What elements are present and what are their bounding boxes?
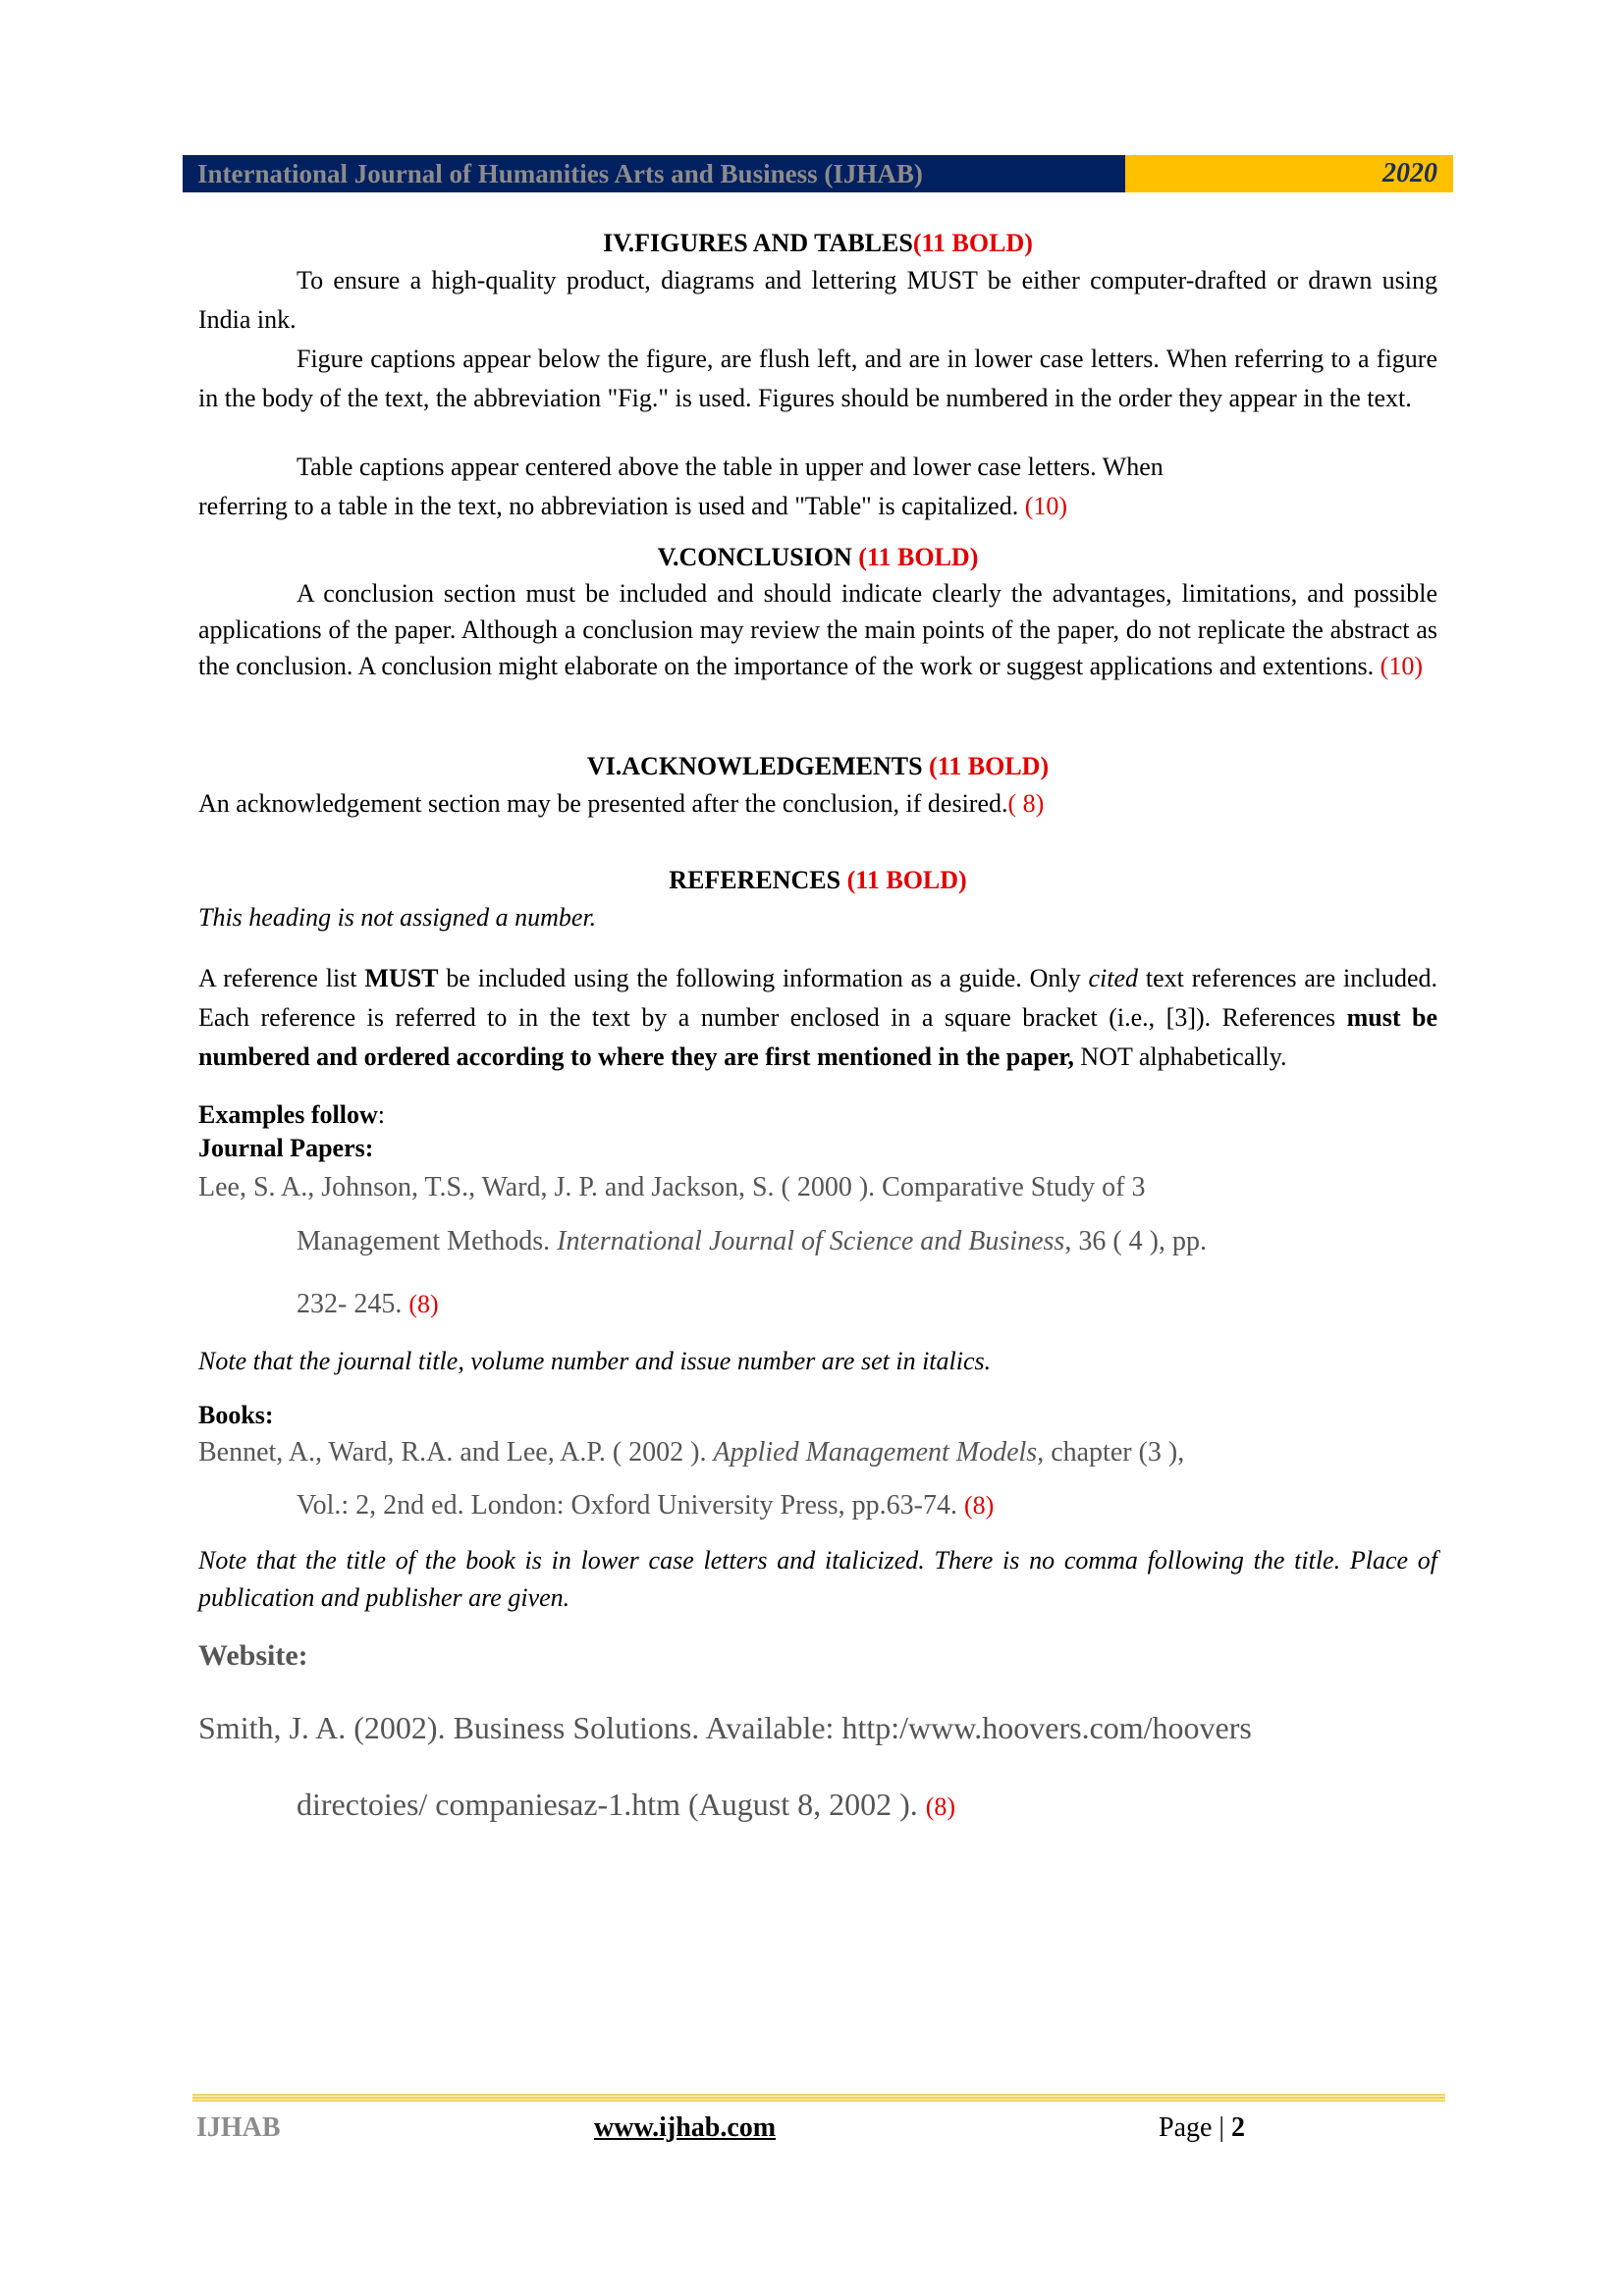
reference-line: Smith, J. A. (2002). Business Solutions. Available: http:/www.hoovers.com/hoovers [198,1710,1252,1745]
section-heading-acknowledgements [198,749,1437,784]
book-note: Note that the title of the book is in lower case letters and italicized. There is no comma following the title. Place of publication and publisher are given. [198,1546,1437,1612]
font-size-note: (8) [925,1792,956,1821]
text: , chapter (3 ), [1037,1437,1185,1468]
text: A reference list [198,964,365,992]
text-bold: MUST [364,964,439,992]
text: Bennet, A., Ward, R.A. and Lee, A.P. ( 2002 ). [198,1437,714,1468]
font-size-note: ( 8) [1007,789,1045,818]
website-label: Website: [198,1639,308,1672]
reference-line [198,1432,1437,1473]
text: NOT alphabetically. [1073,1042,1287,1071]
page-footer [196,2112,1443,2148]
paragraph [198,784,1437,824]
journal-reference [198,1165,1437,1336]
running-header [183,155,1453,192]
unnumbered-note: This heading is not assigned a number. [198,903,597,932]
reference-line [198,1273,1437,1336]
reference-line [198,1473,1437,1538]
journal-note: Note that the journal title, volume number and issue number are set in italics. [198,1347,992,1375]
text-italic: cited [1088,964,1139,992]
books-label: Books: [198,1401,274,1429]
paragraph [198,448,1437,526]
book-title-italic: Applied Management Models [713,1437,1038,1468]
heading-text: REFERENCES [669,866,841,894]
reference-line [198,1766,1437,1845]
font-size-note: (10) [1024,492,1068,520]
font-size-note: (8) [964,1491,995,1520]
text-bold: must be numbered and ordered according to where they are first mentioned in the paper, [198,1003,1437,1071]
footer-journal-abbrev: IJHAB [196,2112,281,2143]
section-heading-references [198,863,1437,898]
text: Vol.: 2, 2nd ed. London: Oxford University Press, pp.63-74. [297,1490,964,1521]
paragraph-text: An acknowledgement section may be presented after the conclusion, if desired. [198,789,1008,818]
examples-label [198,1098,1437,1132]
header-title-band [183,155,1125,192]
reference-line [198,1210,1437,1273]
journal-title: International Journal of Humanities Arts and Business (IJHAB) [197,158,923,188]
header-year: 2020 [1382,158,1437,188]
font-size-note: (10) [1380,652,1423,680]
font-size-note: (8) [408,1290,439,1318]
section-heading-conclusion [198,540,1437,575]
page-label: Page | [1159,2112,1232,2143]
section-heading-figures [198,226,1437,261]
header-year-band [1125,155,1453,192]
paragraph-line: referring to a table in the text, no abbreviation is used and "Table" is capitalized. [198,492,1019,520]
heading-text: IV.FIGURES AND TABLES [603,229,913,257]
page-number: 2 [1231,2112,1246,2143]
heading-text: V.CONCLUSION [657,543,852,571]
page-body [198,226,1437,1845]
font-size-note: (11 BOLD) [846,866,967,894]
footer-divider [192,2094,1445,2102]
text: Management Methods. [297,1226,558,1256]
text: Examples follow [198,1100,378,1129]
text: be included using the following information as a guide. Only [438,964,1089,992]
footer-website-link[interactable]: www.ijhab.com [594,2112,777,2143]
paragraph-line: Table captions appear centered above the table in upper and lower case letters. When [297,453,1164,481]
text: : [377,1100,385,1129]
text: , 36 ( 4 ), pp. [1064,1226,1207,1256]
paragraph: Figure captions appear below the figure, are flush left, and are in lower case letters. When referring to a figure in the body of the text, the abbreviation "Fig." is used. Figures should be numbered in the order they appear in the text. [198,345,1437,412]
heading-text: VI.ACKNOWLEDGEMENTS [586,752,923,780]
footer-page-number [1159,2112,1245,2144]
journal-title-italic: International Journal of Science and Business [557,1226,1065,1256]
font-size-note: (11 BOLD) [912,229,1033,257]
text: directoies/ companiesaz-1.htm (August 8, 2002 ). [297,1787,926,1822]
website-reference [198,1676,1437,1845]
text: text references are included. Each reference is referred to in the text by a number enclosed in a square bracket (i.e., [3]). References [198,964,1438,1032]
font-size-note: (11 BOLD) [858,543,979,571]
journal-papers-label: Journal Papers: [198,1134,374,1162]
reference-line: Lee, S. A., Johnson, T.S., Ward, J. P. and Jackson, S. ( 2000 ). Comparative Study of 3 [198,1172,1146,1202]
book-reference [198,1432,1437,1538]
paragraph: To ensure a high-quality product, diagrams and lettering MUST be either computer-drafted or drawn using India ink. [198,266,1437,334]
font-size-note: (11 BOLD) [929,752,1050,780]
paragraph-text: A conclusion section must be included and should indicate clearly the advantages, limitations, and possible applications of the paper. Although a conclusion may review the main points of the paper, do not replicate the abstract as the conclusion. A conclusion might elaborate on the importance of the work or suggest applications and extentions. [198,579,1437,680]
text: 232- 245. [297,1289,409,1319]
references-intro [198,959,1437,1077]
paragraph [198,575,1437,684]
